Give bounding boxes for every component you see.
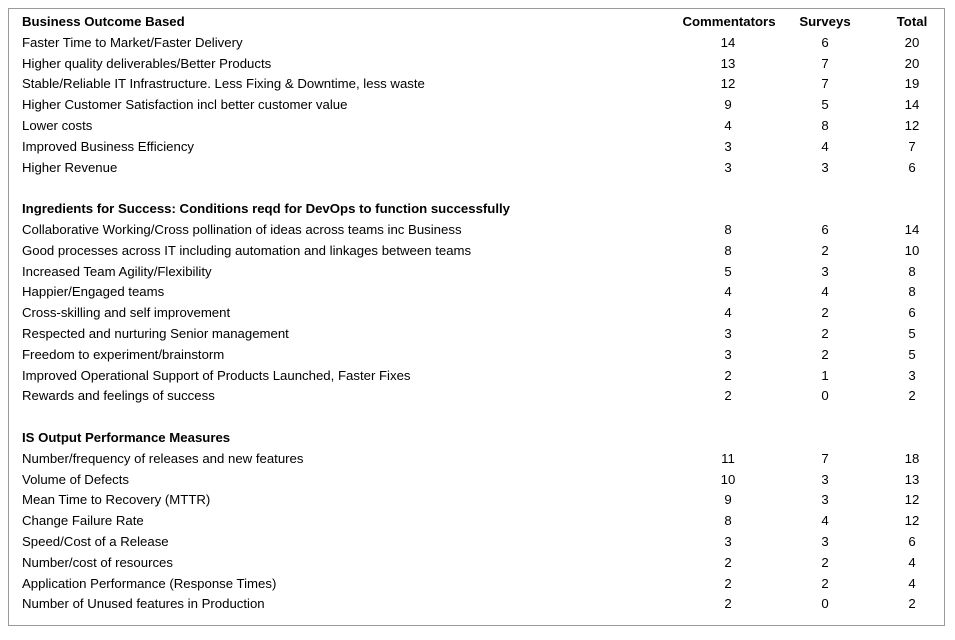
section-spacer	[22, 178, 947, 199]
surveys-cell: 3	[821, 471, 829, 487]
commentators-cell: 5	[724, 263, 732, 279]
surveys-cell: 3	[821, 263, 829, 279]
surveys-cell: 4	[821, 138, 829, 154]
column-header-total: Total	[896, 14, 928, 29]
commentators-cell: 3	[724, 533, 732, 549]
total-cell: 12	[904, 492, 920, 508]
commentators-cell: 2	[724, 554, 732, 570]
section-header-ingredients	[22, 199, 947, 220]
total-cell: 14	[904, 221, 920, 237]
row-label: Cross-skilling and self improvement	[22, 305, 231, 321]
total-cell: 10	[904, 242, 920, 258]
row-label: Freedom to experiment/brainstorm	[22, 346, 225, 362]
surveys-cell: 3	[821, 159, 829, 175]
commentators-cell: 2	[724, 596, 732, 612]
total-cell: 7	[908, 138, 916, 154]
row-label: Lower costs	[22, 117, 93, 133]
row-label: Number/frequency of releases and new features	[22, 450, 304, 466]
table-row	[22, 449, 947, 470]
row-label: Increased Team Agility/Flexibility	[22, 263, 212, 279]
table-row	[22, 490, 947, 511]
surveys-cell: 2	[821, 242, 829, 258]
row-label: Good processes across IT including automation and linkages between teams	[22, 242, 472, 258]
surveys-cell: 2	[821, 305, 829, 321]
table-row	[22, 532, 947, 553]
table-row	[22, 137, 947, 158]
commentators-cell: 2	[724, 367, 732, 383]
surveys-cell: 1	[821, 367, 829, 383]
commentators-cell: 4	[724, 284, 732, 300]
surveys-cell: 6	[821, 34, 829, 50]
row-label: Higher Customer Satisfaction incl better customer value	[22, 97, 348, 113]
table-row	[22, 574, 947, 595]
commentators-cell: 2	[724, 575, 732, 591]
total-cell: 5	[908, 346, 916, 362]
row-label: Happier/Engaged teams	[22, 284, 165, 300]
total-cell: 8	[908, 263, 916, 279]
total-cell: 12	[904, 117, 920, 133]
table-row	[22, 386, 947, 407]
section-title: Ingredients for Success: Conditions reqd for DevOps to function successfully	[22, 201, 511, 217]
row-label: Collaborative Working/Cross pollination of ideas across teams inc Business	[22, 221, 462, 237]
surveys-cell: 7	[821, 55, 829, 71]
table-row	[22, 366, 947, 387]
surveys-cell: 4	[821, 513, 829, 529]
total-cell: 5	[908, 325, 916, 341]
table-row	[22, 95, 947, 116]
table-row	[22, 116, 947, 137]
surveys-cell: 8	[821, 117, 829, 133]
total-cell: 6	[908, 159, 916, 175]
surveys-cell: 7	[821, 76, 829, 92]
table-row	[22, 158, 947, 179]
surveys-cell: 4	[821, 284, 829, 300]
commentators-cell: 14	[720, 34, 736, 50]
section-title: Business Outcome Based	[22, 14, 185, 29]
commentators-cell: 13	[720, 55, 736, 71]
total-cell: 4	[908, 554, 916, 570]
surveys-cell: 0	[821, 596, 829, 612]
table-row	[22, 74, 947, 95]
commentators-cell: 2	[724, 388, 732, 404]
table-row	[22, 33, 947, 54]
commentators-cell: 10	[720, 471, 736, 487]
table-row	[22, 220, 947, 241]
commentators-cell: 4	[724, 305, 732, 321]
total-cell: 18	[904, 450, 920, 466]
surveys-cell: 2	[821, 325, 829, 341]
commentators-cell: 9	[724, 97, 732, 113]
total-cell: 2	[908, 596, 916, 612]
table-row	[22, 345, 947, 366]
table-row	[22, 511, 947, 532]
devops-outcomes-table	[22, 12, 947, 615]
row-label: Rewards and feelings of success	[22, 388, 215, 404]
table-row	[22, 324, 947, 345]
table-row	[22, 594, 947, 615]
row-label: Change Failure Rate	[22, 513, 144, 529]
table-row	[22, 241, 947, 262]
table-row	[22, 303, 947, 324]
total-cell: 8	[908, 284, 916, 300]
table-row	[22, 262, 947, 283]
total-cell: 12	[904, 513, 920, 529]
row-label: Respected and nurturing Senior management	[22, 325, 289, 341]
total-cell: 6	[908, 305, 916, 321]
row-label: Stable/Reliable IT Infrastructure. Less Fixing & Downtime, less waste	[22, 76, 425, 92]
total-cell: 20	[904, 55, 920, 71]
surveys-cell: 2	[821, 575, 829, 591]
section-title: IS Output Performance Measures	[22, 429, 231, 445]
commentators-cell: 12	[720, 76, 736, 92]
surveys-cell: 7	[821, 450, 829, 466]
table-row	[22, 470, 947, 491]
total-cell: 3	[908, 367, 916, 383]
commentators-cell: 3	[724, 159, 732, 175]
row-label: Higher Revenue	[22, 159, 118, 175]
row-label: Improved Business Efficiency	[22, 138, 195, 154]
row-label: Number of Unused features in Production	[22, 596, 265, 612]
commentators-cell: 3	[724, 325, 732, 341]
table-row	[22, 553, 947, 574]
commentators-cell: 3	[724, 346, 732, 362]
total-cell: 19	[904, 76, 920, 92]
surveys-cell: 2	[821, 346, 829, 362]
surveys-cell: 6	[821, 221, 829, 237]
section-header-business-outcome	[22, 12, 947, 33]
row-label: Number/cost of resources	[22, 554, 173, 570]
total-cell: 13	[904, 471, 920, 487]
total-cell: 4	[908, 575, 916, 591]
section-header-is-output	[22, 428, 947, 449]
total-cell: 14	[904, 97, 920, 113]
section-spacer	[22, 407, 947, 428]
commentators-cell: 4	[724, 117, 732, 133]
total-cell: 20	[904, 34, 920, 50]
total-cell: 2	[908, 388, 916, 404]
surveys-cell: 5	[821, 97, 829, 113]
surveys-cell: 3	[821, 492, 829, 508]
column-header-commentators: Commentators	[682, 14, 776, 29]
commentators-cell: 8	[724, 221, 732, 237]
table-row	[22, 282, 947, 303]
row-label: Application Performance (Response Times)	[22, 575, 277, 591]
row-label: Faster Time to Market/Faster Delivery	[22, 34, 243, 50]
surveys-cell: 3	[821, 533, 829, 549]
commentators-cell: 8	[724, 242, 732, 258]
surveys-cell: 0	[821, 388, 829, 404]
surveys-cell: 2	[821, 554, 829, 570]
commentators-cell: 11	[721, 450, 735, 466]
commentators-cell: 9	[724, 492, 732, 508]
total-cell: 6	[908, 533, 916, 549]
row-label: Speed/Cost of a Release	[22, 533, 169, 549]
table-row	[22, 54, 947, 75]
row-label: Mean Time to Recovery (MTTR)	[22, 492, 211, 508]
row-label: Higher quality deliverables/Better Products	[22, 55, 272, 71]
commentators-cell: 3	[724, 138, 732, 154]
commentators-cell: 8	[724, 513, 732, 529]
row-label: Improved Operational Support of Products Launched, Faster Fixes	[22, 367, 411, 383]
column-header-surveys: Surveys	[799, 14, 851, 29]
row-label: Volume of Defects	[22, 471, 130, 487]
